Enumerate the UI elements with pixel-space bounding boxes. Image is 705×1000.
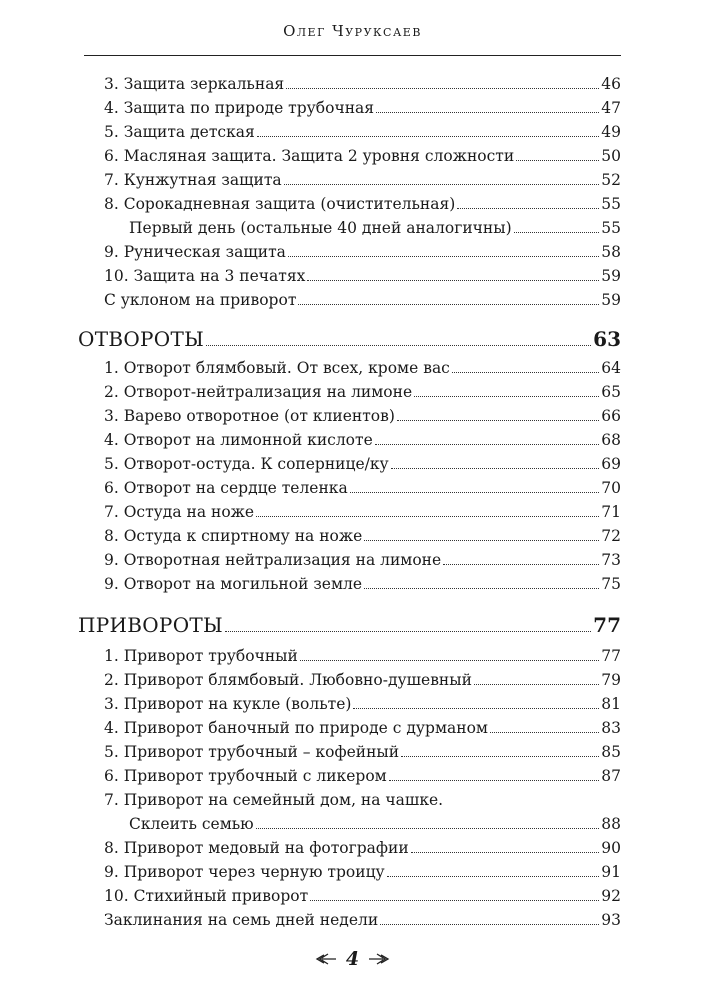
ornament-left-icon: [314, 952, 338, 966]
toc-entry: 2. Приворот блямбовый. Любовно-душевный 79: [104, 671, 621, 689]
toc-entry: 2. Отворот-нейтрализация на лимоне 65: [104, 383, 621, 401]
toc-entry: 9. Руническая защита 58: [104, 243, 621, 261]
toc-entry: 8. Сорокадневная защита (очистительная) 55: [104, 195, 621, 213]
toc-entry: 10. Стихийный приворот 92: [104, 887, 621, 905]
page-footer: [0, 948, 705, 970]
toc-entry: 3. Приворот на кукле (вольте) 81: [104, 695, 621, 713]
toc-entry: С уклоном на приворот 59: [104, 291, 621, 309]
toc-entry: 1. Приворот трубочный 77: [104, 647, 621, 665]
toc-entry: 7. Приворот на семейный дом, на чашке.: [104, 791, 444, 809]
section-heading-privoroty: ПРИВОРОТЫ 77: [78, 613, 621, 637]
toc-entry: 9. Отворот на могильной земле 75: [104, 575, 621, 593]
running-header-author: Олег Чуруксаев: [283, 22, 422, 40]
toc-entry: 5. Приворот трубочный – кофейный 85: [104, 743, 621, 761]
toc-entry: 8. Остуда к спиртному на ноже 72: [104, 527, 621, 545]
toc-entry: Заклинания на семь дней недели 93: [104, 911, 621, 929]
toc-entry: 8. Приворот медовый на фотографии 90: [104, 839, 621, 857]
toc-entry: 9. Приворот через черную троицу 91: [104, 863, 621, 881]
toc-entry: 5. Защита детская 49: [104, 123, 621, 141]
toc-entry: Первый день (остальные 40 дней аналогичны) 55: [129, 219, 621, 237]
toc-entry: 6. Приворот трубочный с ликером 87: [104, 767, 621, 785]
toc-entry: 7. Остуда на ноже 71: [104, 503, 621, 521]
toc-entry: 3. Варево отворотное (от клиентов) 66: [104, 407, 621, 425]
toc-entry: 6. Масляная защита. Защита 2 уровня сложности 50: [104, 147, 621, 165]
toc-entry: 4. Защита по природе трубочная 47: [104, 99, 621, 117]
toc-entry: 9. Отворотная нейтрализация на лимоне 73: [104, 551, 621, 569]
toc-entry: 1. Отворот блямбовый. От всех, кроме вас 64: [104, 359, 621, 377]
ornament-right-icon: [367, 952, 391, 966]
page-number: 4: [345, 948, 360, 970]
toc-entry: 6. Отворот на сердце теленка 70: [104, 479, 621, 497]
header-divider: [84, 55, 621, 56]
toc-entry: 3. Защита зеркальная 46: [104, 75, 621, 93]
toc-entry: 10. Защита на 3 печатях 59: [104, 267, 621, 285]
section-heading-otvoroty: ОТВОРОТЫ 63: [78, 327, 621, 351]
toc-entry: 5. Отворот-остуда. К сопернице/ку 69: [104, 455, 621, 473]
toc-entry: 4. Отворот на лимонной кислоте 68: [104, 431, 621, 449]
toc-entry: Склеить семью 88: [129, 815, 621, 833]
toc-entry: 4. Приворот баночный по природе с дурманом 83: [104, 719, 621, 737]
toc-entry: 7. Кунжутная защита 52: [104, 171, 621, 189]
